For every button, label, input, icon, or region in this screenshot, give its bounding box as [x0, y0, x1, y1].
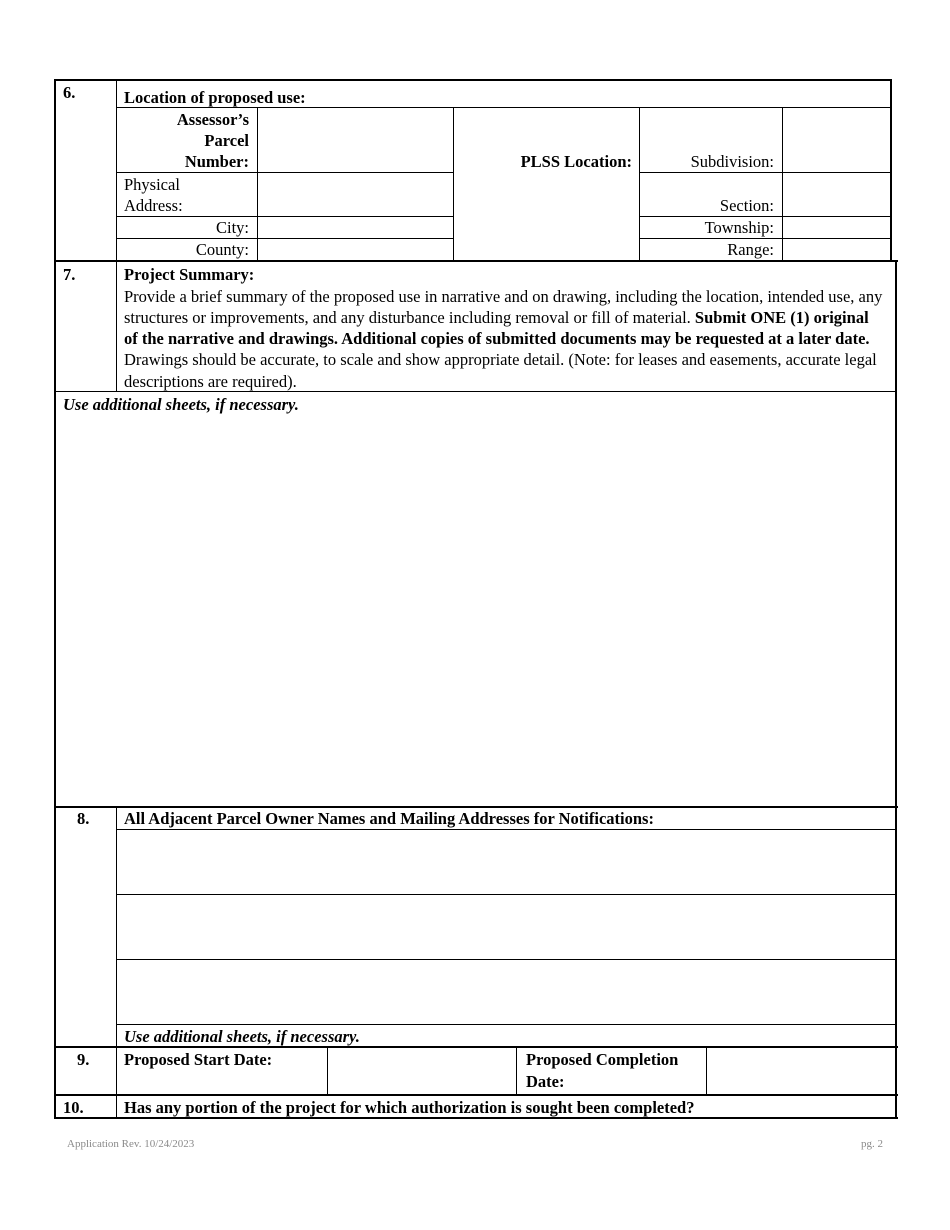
apn-field[interactable] [258, 108, 452, 171]
subdivision-label: Subdivision: [690, 152, 774, 171]
city-label: City: [215, 218, 249, 237]
section-heading: Project Summary: [124, 265, 255, 284]
table-border [116, 1047, 117, 1095]
proposed-start-date-field[interactable] [328, 1048, 515, 1094]
physical-address-label: Physical [124, 175, 180, 194]
project-summary-instructions [124, 286, 884, 392]
table-border [54, 79, 892, 81]
table-border [54, 79, 56, 262]
subdivision-field[interactable] [783, 108, 890, 171]
table-border [54, 1046, 56, 1096]
table-border [516, 1047, 517, 1095]
section-number: 8. [77, 809, 90, 828]
apn-label: Parcel [204, 131, 249, 150]
range-label: Range: [727, 240, 774, 259]
proposed-start-date-label: Proposed Start Date: [124, 1050, 273, 1069]
section-number: 7. [63, 265, 76, 284]
section-field[interactable] [783, 173, 890, 215]
table-border [116, 1024, 896, 1025]
county-label: County: [195, 240, 249, 259]
section-label: Section: [719, 196, 774, 215]
table-border [895, 806, 897, 1048]
revision-footer: Application Rev. 10/24/2023 [67, 1138, 195, 1150]
page-number: pg. 2 [861, 1138, 883, 1150]
range-field[interactable] [783, 239, 890, 260]
township-label: Township: [704, 218, 774, 237]
instructions-text: Drawings should be accurate, to scale and show appropriate detail. (Note: for leases and easements, accurate legal descriptions are required). [124, 350, 877, 391]
section-heading: All Adjacent Parcel Owner Names and Mailing Addresses for Notifications: [124, 809, 654, 828]
table-border [895, 260, 897, 808]
section-heading: Location of proposed use: [124, 88, 306, 107]
apn-label: Assessor’s [176, 110, 249, 129]
proposed-completion-date-label: Proposed Completion [526, 1050, 679, 1069]
additional-sheets-note: Use additional sheets, if necessary. [124, 1027, 360, 1046]
instructions-text: Provide a brief summary of the proposed use in narrative and on drawing, including the location, intended use, any structures or improvements, and any disturbance including removal or fill of material. [124, 286, 883, 327]
table-border [453, 107, 454, 261]
table-border [116, 1095, 117, 1118]
proposed-completion-date-label: Date: [526, 1072, 565, 1091]
completion-question: Has any portion of the project for which authorization is sought been completed? [124, 1098, 695, 1117]
additional-sheets-note: Use additional sheets, if necessary. [63, 395, 299, 414]
physical-address-label: Address: [124, 196, 183, 215]
township-field[interactable] [783, 217, 890, 237]
table-border [116, 261, 117, 391]
adjacent-owner-field-2[interactable] [117, 895, 895, 958]
county-field[interactable] [258, 239, 452, 260]
instructions-bold-text: Submit ONE (1) original of the narrative and drawings. Additional copies of submitted documents may be requested at a later date. [124, 307, 870, 349]
physical-address-field[interactable] [258, 173, 452, 215]
city-field[interactable] [258, 217, 452, 237]
plss-location-label: PLSS Location: [520, 152, 632, 171]
proposed-completion-date-field[interactable] [707, 1048, 894, 1094]
section-number: 6. [63, 83, 76, 102]
section-number: 9. [77, 1050, 90, 1069]
table-border [54, 806, 56, 1048]
table-border [54, 260, 898, 262]
adjacent-owner-field-1[interactable] [117, 830, 895, 893]
table-border [54, 1094, 898, 1096]
project-summary-field[interactable] [56, 416, 894, 804]
table-border [895, 1046, 897, 1096]
table-border [54, 1094, 56, 1119]
apn-label: Number: [184, 152, 249, 171]
section-number: 10. [63, 1098, 84, 1117]
table-border [895, 1094, 897, 1119]
adjacent-owner-field-3[interactable] [117, 960, 895, 1023]
